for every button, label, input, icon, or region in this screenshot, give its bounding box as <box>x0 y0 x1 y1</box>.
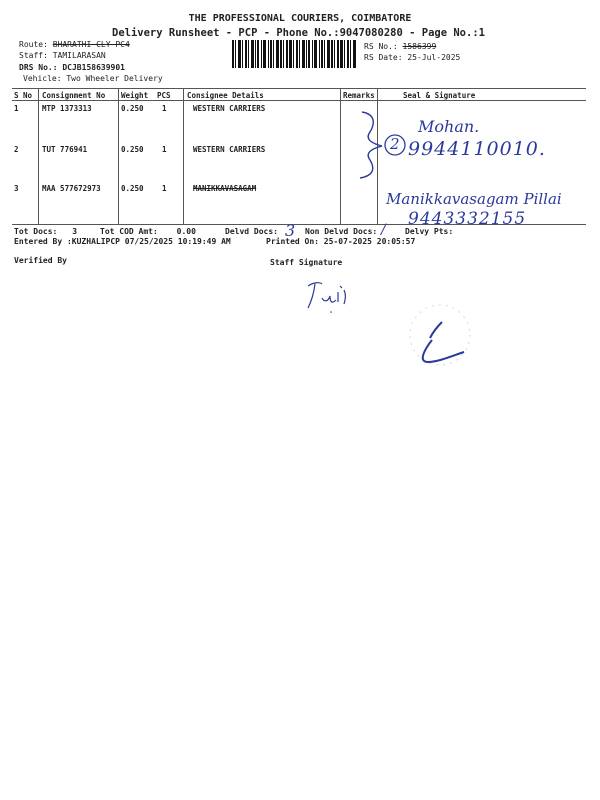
non-delvd-docs <box>305 227 377 236</box>
staff-label: Staff: <box>19 51 48 60</box>
drs-label: DRS No.: <box>19 63 58 72</box>
handwritten-phone-2: 9443332155 <box>408 209 527 229</box>
handwritten-name-2: Manikkavasagam Pillai <box>386 190 562 208</box>
tot-cod-value: 0.00 <box>176 227 196 236</box>
table-row-pcs: 1 <box>162 184 167 193</box>
table-row-sno: 1 <box>14 104 19 113</box>
table-row-consignee: MANIKKAVASAGAM <box>193 184 257 193</box>
table-row-consignment: MAA 577672973 <box>42 184 101 193</box>
delvd-docs-value: 3 <box>285 221 296 240</box>
verified-by: Verified By <box>14 256 67 265</box>
vehicle-label: Vehicle: <box>23 74 62 83</box>
tot-docs <box>14 227 77 236</box>
tot-cod <box>100 227 196 236</box>
tot-cod-label: Tot COD Amt: <box>100 227 158 236</box>
staff-signature-label: Staff Signature <box>270 258 343 267</box>
header-sno: S No <box>14 91 33 100</box>
route-line <box>19 40 130 49</box>
table-row-sno: 3 <box>14 184 19 193</box>
rs-date-value: 25-Jul-2025 <box>407 53 461 62</box>
table-row-pcs: 1 <box>162 145 167 154</box>
barcode <box>232 40 356 68</box>
non-delvd-docs-value: / <box>381 222 386 238</box>
rs-no-value: 1586399 <box>402 42 437 51</box>
staff-value: TAMILARASAN <box>52 51 106 60</box>
route-label: Route: <box>19 40 48 49</box>
staff-line <box>19 51 106 60</box>
table-row-sno: 2 <box>14 145 19 154</box>
delvd-docs <box>225 227 278 236</box>
table-row-weight: 0.250 <box>121 145 144 154</box>
header-remarks: Remarks <box>343 91 375 100</box>
runsheet-subtitle: Delivery Runsheet - PCP - Phone No.:9047080280 - Page No.:1 <box>112 27 485 39</box>
staff-signature-scribble <box>300 276 356 316</box>
col-divider <box>340 88 341 224</box>
rs-no-line <box>364 42 436 51</box>
table-row-consignment: MTP 1373313 <box>42 104 92 113</box>
handwritten-phone-1: 9944110010. <box>408 138 546 160</box>
drs-value: DCJB158639901 <box>62 63 125 72</box>
table-top-rule <box>12 88 586 89</box>
tot-docs-label: Tot Docs: <box>14 227 58 236</box>
table-row-weight: 0.250 <box>121 184 144 193</box>
header-consignment: Consignment No <box>42 91 106 100</box>
table-row-consignee: WESTERN CARRIERS <box>193 104 266 113</box>
brace-mark <box>352 108 386 180</box>
col-divider <box>38 88 39 224</box>
header-pcs: PCS <box>157 91 171 100</box>
header-seal: Seal & Signature <box>403 91 476 100</box>
barcode-graphic <box>232 40 356 68</box>
header-weight: Weight <box>121 91 149 100</box>
table-row-pcs: 1 <box>162 104 167 113</box>
non-delvd-docs-label: Non Delvd Docs: <box>305 227 378 236</box>
col-divider <box>118 88 119 224</box>
vehicle-line <box>23 74 163 83</box>
col-divider <box>183 88 184 224</box>
handwritten-name-1: Mohan. <box>418 117 480 136</box>
entered-by: Entered By :KUZHALIPCP 07/25/2025 10:19:49 AM <box>14 237 231 246</box>
company-title: THE PROFESSIONAL COURIERS, COIMBATORE <box>188 13 412 24</box>
printed-on: Printed On: 25-07-2025 20:05:57 <box>266 237 416 246</box>
drs-line <box>19 63 125 72</box>
table-row-consignment: TUT 776941 <box>42 145 88 154</box>
stamp-scribble <box>400 300 480 370</box>
header-consignee: Consignee Details <box>187 91 264 100</box>
table-header-rule <box>12 100 586 101</box>
table-row-consignee: WESTERN CARRIERS <box>193 145 266 154</box>
rs-no-label: RS No.: <box>364 42 398 51</box>
route-value: BHARATHI CLY PC4 <box>52 40 130 49</box>
tot-docs-value: 3 <box>72 227 78 236</box>
delvd-docs-label: Delvd Docs: <box>225 227 278 236</box>
vehicle-value: Two Wheeler Delivery <box>66 74 163 83</box>
delvy-pts: Delvy Pts: <box>405 227 454 236</box>
circled-number: 2 <box>390 135 400 153</box>
rs-date-label: RS Date: <box>364 53 403 62</box>
rs-date-line <box>364 53 460 62</box>
table-row-weight: 0.250 <box>121 104 144 113</box>
